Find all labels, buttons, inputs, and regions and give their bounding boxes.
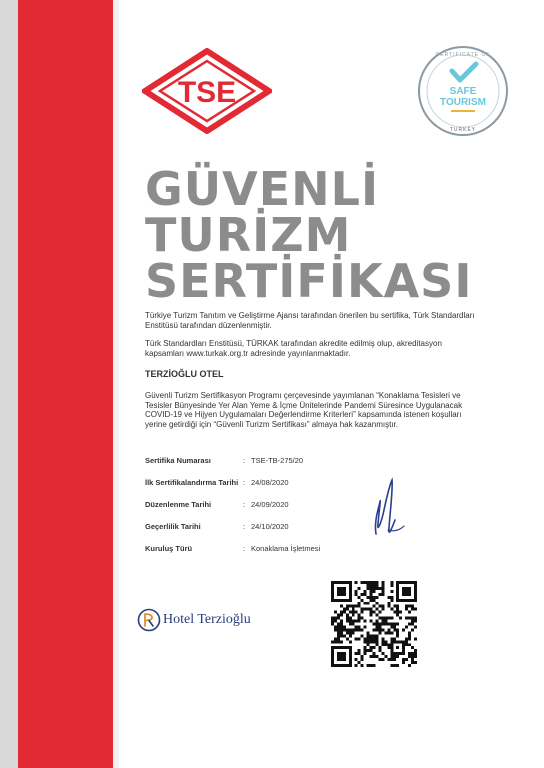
detail-separator: : xyxy=(243,455,246,465)
left-red-band xyxy=(18,0,113,768)
left-gray-band xyxy=(0,0,18,768)
title-line-2: TURİZM xyxy=(145,208,352,262)
badge-ring-text: CERTIFICATE OF xyxy=(435,52,491,58)
badge-country-text: TURKEY xyxy=(449,127,477,133)
hotel-logo-name: Hotel Terzioğlu xyxy=(163,612,251,627)
detail-value: Konaklama İşletmesi xyxy=(251,543,321,553)
detail-separator: : xyxy=(243,543,246,553)
detail-value: 24/09/2020 xyxy=(251,499,289,509)
detail-row xyxy=(145,515,375,537)
tse-logo xyxy=(142,48,272,134)
detail-separator: : xyxy=(243,521,246,531)
band-edge xyxy=(113,0,119,768)
detail-row xyxy=(145,493,375,515)
detail-label: Geçerlilik Tarihi xyxy=(145,521,201,531)
tse-logo-text: TSE xyxy=(177,76,237,109)
detail-label: Sertifika Numarası xyxy=(145,455,211,465)
certificate-details xyxy=(145,449,375,559)
detail-label: Düzenlenme Tarihi xyxy=(145,499,212,509)
accreditation-paragraph: Türk Standardları Enstitüsü, TÜRKAK tarafından akredite edilmiş olup, akreditasyon kapsamları www.turkak.org.tr adresinde yayınlanmaktadır. xyxy=(145,339,442,358)
program-paragraph: Güvenli Turizm Sertifikasyon Programı çerçevesinde yayımlanan “Konaklama Tesisleri ve Tesisler Bünyesinde Yer Alan Yeme & İçme Ünitelerinde Pandemi Süresince Uygulanacak COVID-19 ve Hijyen Uygulamaları Değerlendirme Kriterleri” kapsamında istenen koşulları yerine getirdiği için “Güvenli Turizm Sertifikası” almaya hak kazanmıştır. xyxy=(145,391,463,429)
hotel-name-heading: TERZİOĞLU OTEL xyxy=(145,369,224,379)
detail-row xyxy=(145,471,375,493)
detail-value: TSE-TB-275/20 xyxy=(251,455,304,465)
title-line-3: SERTİFİKASI xyxy=(145,254,473,308)
detail-label: İlk Sertifikalandırma Tarihi xyxy=(145,477,239,487)
badge-safe-text: SAFE xyxy=(449,86,477,97)
qr-code xyxy=(331,581,417,667)
badge-tourism-text: TOURISM xyxy=(440,97,486,108)
detail-label: Kuruluş Türü xyxy=(145,543,193,553)
detail-separator: : xyxy=(243,499,246,509)
detail-value: 24/10/2020 xyxy=(251,521,289,531)
detail-separator: : xyxy=(243,477,246,487)
detail-value: 24/08/2020 xyxy=(251,477,289,487)
detail-row xyxy=(145,449,375,471)
intro-paragraph: Türkiye Turizm Tanıtım ve Geliştirme Ajansı tarafından önerilen bu sertifika, Türk Standardları Enstitüsü tarafından düzenlenmiştir. xyxy=(145,311,475,330)
hotel-emblem-icon xyxy=(137,608,161,632)
title-line-1: GÜVENLİ xyxy=(145,162,380,216)
certificate-title xyxy=(145,162,473,308)
signature xyxy=(362,472,412,552)
detail-row xyxy=(145,537,375,559)
safe-tourism-badge xyxy=(416,44,510,138)
check-icon xyxy=(452,64,476,80)
hotel-logo xyxy=(137,608,251,632)
